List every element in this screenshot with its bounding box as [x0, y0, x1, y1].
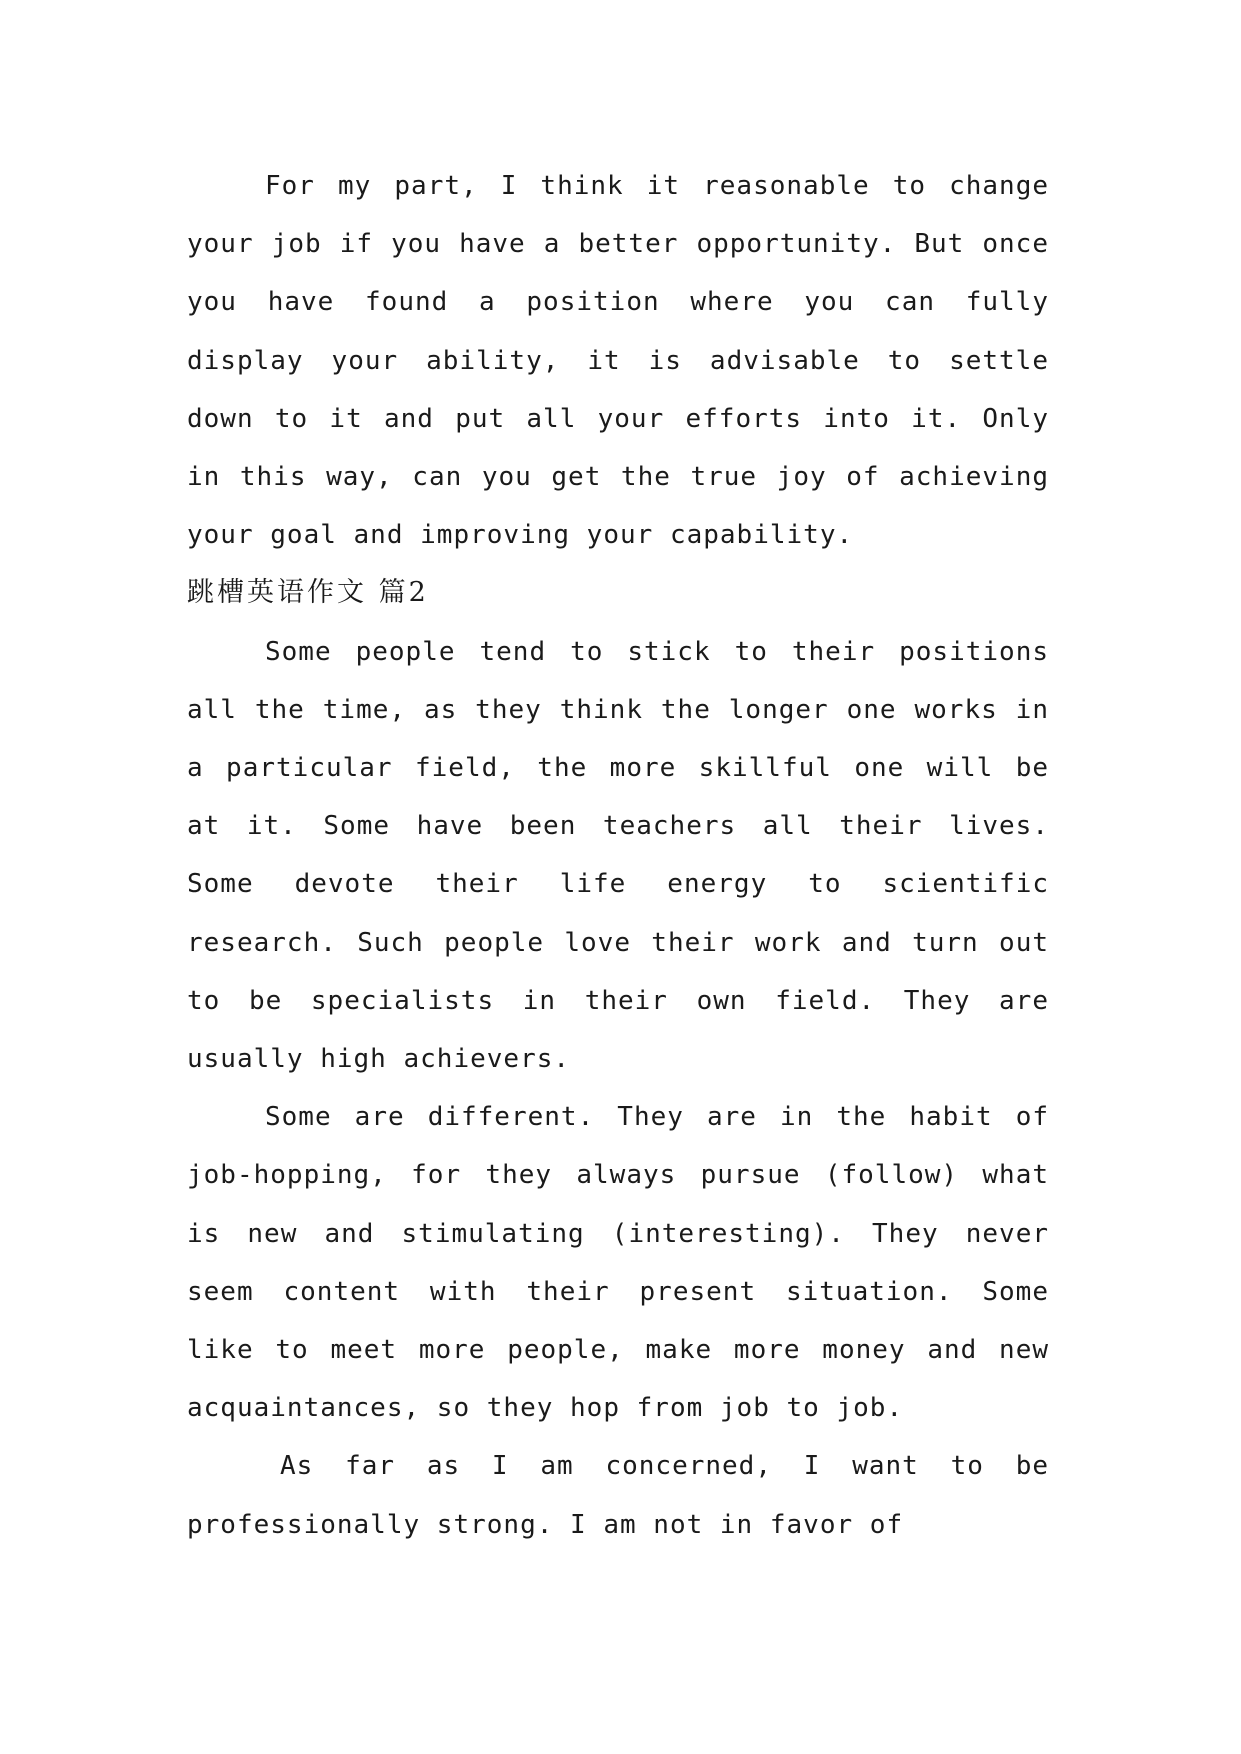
paragraph-opinion: As far as I am concerned, I want to be professionally strong. I am not in favor of	[187, 1451, 1049, 1540]
paragraph-conclusion: For my part, I think it reasonable to change your job if you have a better opportunity. But once you have found a position where you can fully display your ability, it is advisable to settle down to it and put all your efforts into it. Only in this way, can you get the true joy of achieving your goal and improving your capability.	[187, 171, 1049, 551]
paragraph-job-hopping: Some are different. They are in the habit of job-hopping, for they always pursue (follow) what is new and stimulating (interesting). They never seem content with their present situation. Some like to meet more people, make more money and new acquaintances, so they hop from job to job.	[187, 1102, 1049, 1424]
document-body	[187, 157, 1049, 1554]
section-heading: 跳槽英语作文 篇2	[187, 577, 429, 609]
paragraph-stick-to-positions: Some people tend to stick to their positions all the time, as they think the longer one works in a particular field, the more skillful one will be at it. Some have been teachers all their lives. Some devote their life energy to scientific research. Such people love their work and turn out to be specialists in their own field. They are usually high achievers.	[187, 636, 1049, 1075]
